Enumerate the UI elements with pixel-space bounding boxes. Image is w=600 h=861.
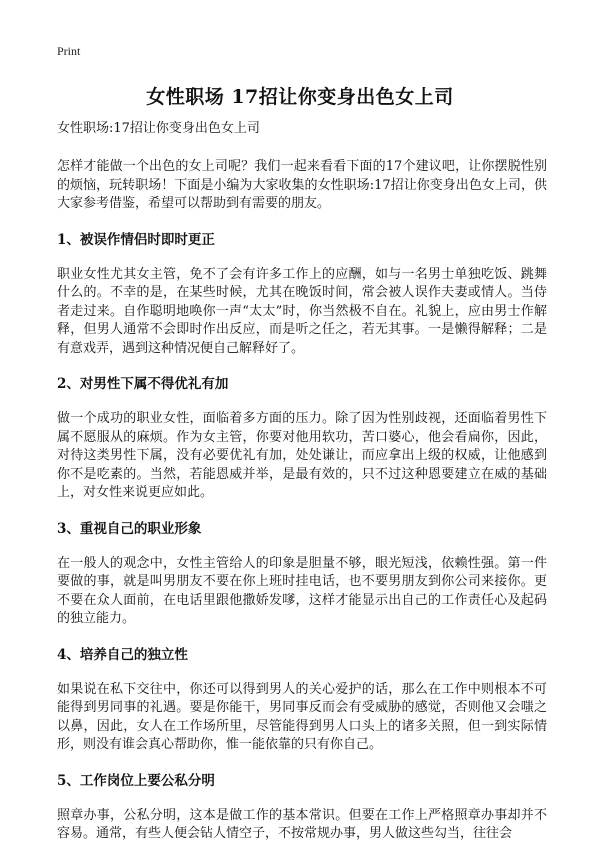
section-body-1: 职业女性尤其女主管，免不了会有许多工作上的应酬，如与一名男士单独吃饭、跳舞什么的。不幸的是，在某些时候，尤其在晚饭时间，常会被人误作夫妻或情人。当侍者走过来。自作聪明地唤你一声“太太”时，你当然极不自在。礼貌上，应由男士作解释，但男人通常不会即时作出反应，而是听之任之，若无其事。一是懒得解释；二是有意戏弄，遇到这种情况便自己解释好了。 [57, 266, 547, 356]
section-body-3: 在一般人的观念中，女性主管给人的印象是胆量不够，眼光短浅，依赖性强。第一件要做的事，就是叫男朋友不要在你上班时挂电话，也不要男朋友到你公司来接你。更不要在众人面前，在电话里跟他撒娇发嗲，这样才能显示出自己的工作责任心及起码的独立能力。 [57, 555, 547, 626]
section-heading-4: 4、培养自己的独立性 [57, 646, 188, 663]
section-heading-3: 3、重视自己的职业形象 [57, 520, 202, 537]
section-heading-2: 2、对男性下属不得优礼有加 [57, 376, 229, 392]
section-body-5: 照章办事，公私分明，这本是做工作的基本常识。但要在工作上严格照章办事却并不容易。通常，有些人便会钻人情空子，不按常规办事，男人做这些勾当，往往会 [57, 807, 547, 841]
section-heading-1: 1、被误作情侣时即时更正 [57, 231, 215, 248]
print-link[interactable]: Print [57, 44, 81, 58]
page-title: 女性职场 17招让你变身出色女上司 [146, 86, 454, 108]
section-body-4: 如果说在私下交往中，你还可以得到男人的关心爱护的话，那么在工作中则根本不可能得到男同事的礼遇。要是你能干，男同事反而会有受威胁的感觉，否则他又会嗤之以鼻，因此，女人在工作场所里，尽管能得到男人口头上的诸多关照，但一到实际情形，则没有谁会真心帮助你，惟一能依靠的只有你自己。 [57, 681, 547, 752]
section-heading-5: 5、工作岗位上要公私分明 [57, 772, 215, 789]
section-body-2: 做一个成功的职业女性，面临着多方面的压力。除了因为性别歧视，还面临着男性下属不愿服从的麻烦。作为女主管，你要对他用软功，苦口婆心，他会看扁你，因此，对待这类男性下属，没有必要优礼有加，处处谦让，而应拿出上级的权威，让他感到你不是吃素的。当然，若能恩威并举，是最有效的，只不过这种恩要建立在威的基础上，对女性来说更应如此。 [57, 411, 547, 500]
article-subtitle: 女性职场:17招让你变身出色女上司 [57, 121, 260, 136]
article-body [57, 120, 547, 861]
intro-paragraph: 怎样才能做一个出色的女上司呢？我们一起来看看下面的17个建议吧，让你摆脱性别的烦恼，玩转职场！下面是小编为大家收集的女性职场:17招让你变身出色女上司，供大家参考借鉴，希望可以帮助到有需要的朋友。 [57, 159, 547, 211]
